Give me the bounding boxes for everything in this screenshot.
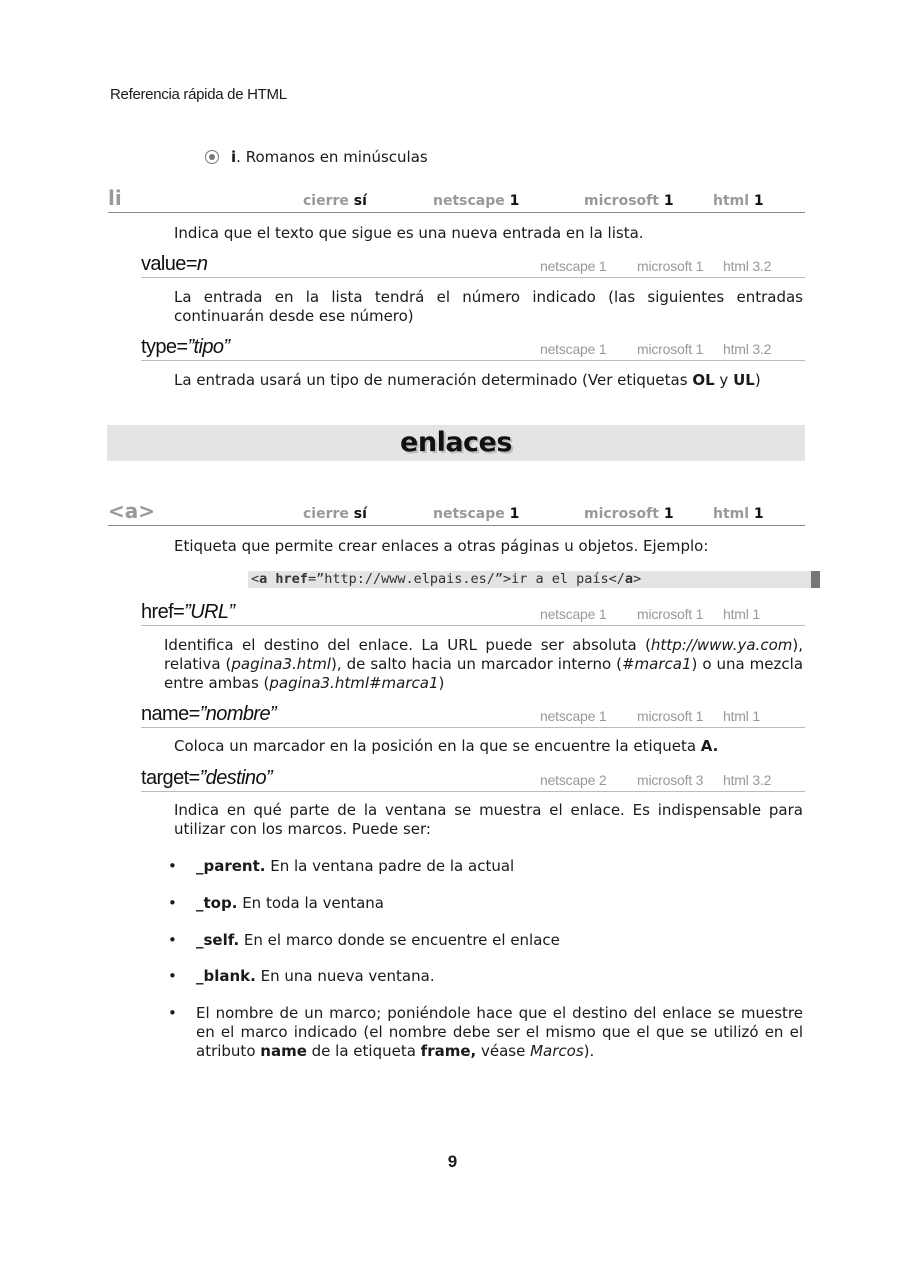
- attr-netscape: netscape 2: [540, 772, 607, 788]
- target-description: Indica en qué parte de la ventana se muestra el enlace. Es indispensable para utilizar con los marcos. Puede ser:: [174, 801, 803, 838]
- attr-header-href: [141, 601, 805, 626]
- tag-header-a: [108, 501, 805, 526]
- attr-header-value: [141, 253, 805, 278]
- section-banner: [107, 425, 805, 461]
- radio-bullet-icon: [205, 150, 219, 164]
- tag-header-li: [108, 188, 805, 213]
- list-item: _parent. En la ventana padre de la actual: [196, 857, 515, 875]
- roman-item-text: i. Romanos en minúsculas: [231, 148, 428, 166]
- tag-html: html 1: [713, 506, 764, 522]
- attr-header-name: [141, 703, 805, 728]
- code-example: <a href=”http://www.elpais.es/”>ir a el país</a>: [248, 571, 815, 588]
- attr-html: html 3.2: [723, 258, 772, 274]
- attr-html: html 3.2: [723, 772, 772, 788]
- attr-microsoft: microsoft 3: [637, 772, 704, 788]
- attr-netscape: netscape 1: [540, 606, 607, 622]
- list-item: _top. En toda la ventana: [196, 894, 384, 912]
- list-bullet: •: [168, 931, 177, 949]
- attr-microsoft: microsoft 1: [637, 708, 704, 724]
- attr-html: html 3.2: [723, 341, 772, 357]
- list-item-frame: El nombre de un marco; poniéndole hace que el destino del enlace se muestre en el marco indicado (el nombre debe ser el mismo que el que se utilizó en el atributo name de la etiqueta frame, véase Marcos).: [196, 1004, 803, 1060]
- a-description: Etiqueta que permite crear enlaces a otras páginas u objetos. Ejemplo:: [174, 537, 709, 555]
- attr-name: name=”nombre”: [141, 703, 277, 725]
- attr-microsoft: microsoft 1: [637, 606, 704, 622]
- value-description: La entrada en la lista tendrá el número indicado (las siguientes entradas continuarán desde ese número): [174, 288, 803, 325]
- code-scroll-marker: [811, 571, 820, 588]
- list-item: _self. En el marco donde se encuentre el enlace: [196, 931, 560, 949]
- attr-microsoft: microsoft 1: [637, 341, 704, 357]
- type-description: La entrada usará un tipo de numeración determinado (Ver etiquetas OL y UL): [174, 371, 761, 389]
- attr-netscape: netscape 1: [540, 258, 607, 274]
- list-bullet: •: [168, 894, 177, 912]
- li-description: Indica que el texto que sigue es una nueva entrada en la lista.: [174, 224, 644, 242]
- section-title: enlaces: [400, 427, 512, 458]
- attr-header-type: [141, 336, 805, 361]
- tag-microsoft: microsoft 1: [584, 506, 674, 522]
- tag-cierre: cierre sí: [303, 193, 367, 209]
- attr-html: html 1: [723, 708, 760, 724]
- attr-html: html 1: [723, 606, 760, 622]
- tag-netscape: netscape 1: [433, 193, 520, 209]
- list-bullet: •: [168, 967, 177, 985]
- attr-name: value=n: [141, 253, 208, 275]
- page-number: 9: [447, 1152, 458, 1171]
- tag-html: html 1: [713, 193, 764, 209]
- attr-netscape: netscape 1: [540, 341, 607, 357]
- attr-name: href=”URL”: [141, 601, 235, 623]
- tag-microsoft: microsoft 1: [584, 193, 674, 209]
- name-description: Coloca un marcador en la posición en la que se encuentre la etiqueta A.: [174, 737, 719, 755]
- attr-name: type=”tipo”: [141, 336, 230, 358]
- list-bullet: •: [168, 1004, 177, 1022]
- roman-list-item: [205, 148, 428, 166]
- tag-netscape: netscape 1: [433, 506, 520, 522]
- list-bullet: •: [168, 857, 177, 875]
- attr-microsoft: microsoft 1: [637, 258, 704, 274]
- tag-cierre: cierre sí: [303, 506, 367, 522]
- list-item: _blank. En una nueva ventana.: [196, 967, 435, 985]
- href-description: Identifica el destino del enlace. La URL puede ser absoluta (http://www.ya.com), relativa (pagina3.html), de salto hacia un marcador interno (#marca1) o una mezcla entre ambas (pagina3.html#marca1): [164, 636, 804, 692]
- running-header: Referencia rápida de HTML: [110, 86, 287, 103]
- attr-netscape: netscape 1: [540, 708, 607, 724]
- attr-name: target=”destino”: [141, 767, 273, 789]
- tag-name: li: [108, 186, 122, 210]
- attr-header-target: [141, 767, 805, 792]
- tag-name: <a>: [108, 499, 156, 523]
